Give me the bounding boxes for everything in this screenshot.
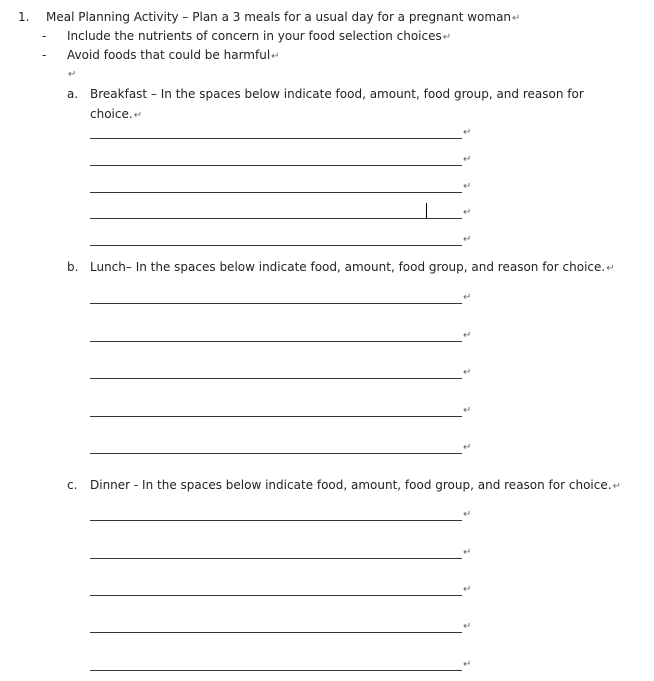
meal-letter: a. (67, 87, 79, 101)
meal-instruction-text: choice. (90, 107, 133, 121)
meal-instruction (90, 477, 621, 495)
answer-line-breakfast-1[interactable] (90, 138, 462, 139)
meal-instruction-cont (90, 106, 142, 124)
answer-line-breakfast-2[interactable] (90, 165, 462, 166)
paragraph-mark-icon: ↵ (463, 442, 472, 453)
paragraph-mark-icon: ↵ (68, 69, 77, 80)
paragraph-mark-icon: ↵ (463, 584, 472, 595)
answer-line-lunch-1[interactable] (90, 303, 462, 304)
meal-letter: b. (67, 260, 79, 274)
paragraph-mark-icon: ↵ (463, 547, 472, 558)
answer-line-dinner-3[interactable] (90, 595, 462, 596)
paragraph-mark-icon: ↵ (133, 110, 143, 121)
answer-line-dinner-5[interactable] (90, 670, 462, 671)
bullet-text: Include the nutrients of concern in your food selection choices (67, 29, 442, 43)
meal-instruction-text: Lunch– In the spaces below indicate food, amount, food group, and reason for choice. (90, 260, 606, 274)
meal-instruction-text: Dinner - In the spaces below indicate food, amount, food group, and reason for choice. (90, 478, 612, 492)
paragraph-mark-icon: ↵ (463, 181, 472, 192)
answer-line-dinner-4[interactable] (90, 632, 462, 633)
answer-line-breakfast-5[interactable] (90, 245, 462, 246)
bullet-dash: - (42, 48, 47, 62)
paragraph-mark-icon: ↵ (463, 509, 472, 520)
answer-line-dinner-1[interactable] (90, 520, 462, 521)
activity-title-text: Meal Planning Activity – Plan a 3 meals for a usual day for a pregnant woman (46, 10, 512, 24)
paragraph-mark-icon: ↵ (463, 127, 472, 138)
paragraph-mark-icon: ↵ (463, 659, 472, 670)
bullet-item (67, 28, 451, 46)
paragraph-mark-icon: ↵ (463, 330, 472, 341)
meal-instruction (90, 259, 615, 277)
paragraph-mark-icon: ↵ (512, 13, 521, 24)
meal-letter: c. (67, 478, 78, 492)
paragraph-mark-icon: ↵ (463, 207, 472, 218)
meal-instruction: Breakfast – In the spaces below indicate food, amount, food group, and reason for (90, 87, 584, 101)
paragraph-mark-icon: ↵ (463, 621, 472, 632)
paragraph-mark-icon: ↵ (606, 263, 615, 274)
paragraph-mark-icon: ↵ (463, 292, 472, 303)
bullet-dash: - (42, 29, 47, 43)
paragraph-mark-icon: ↵ (271, 51, 280, 62)
answer-line-dinner-2[interactable] (90, 558, 462, 559)
answer-line-lunch-2[interactable] (90, 341, 462, 342)
answer-line-lunch-5[interactable] (90, 453, 462, 454)
paragraph-mark-icon: ↵ (442, 32, 452, 43)
bullet-text: Avoid foods that could be harmful (67, 48, 271, 62)
answer-line-lunch-4[interactable] (90, 416, 462, 417)
answer-line-lunch-3[interactable] (90, 378, 462, 379)
paragraph-mark-icon: ↵ (463, 367, 472, 378)
bullet-item (67, 47, 280, 65)
paragraph-mark-icon: ↵ (612, 481, 621, 492)
paragraph-mark-icon: ↵ (463, 234, 472, 245)
text-cursor (426, 203, 427, 218)
activity-title (46, 9, 520, 27)
answer-line-breakfast-4[interactable] (90, 218, 462, 219)
paragraph-mark-icon: ↵ (463, 405, 472, 416)
paragraph-mark-icon: ↵ (463, 154, 472, 165)
list-number: 1. (18, 10, 30, 24)
answer-line-breakfast-3[interactable] (90, 192, 462, 193)
